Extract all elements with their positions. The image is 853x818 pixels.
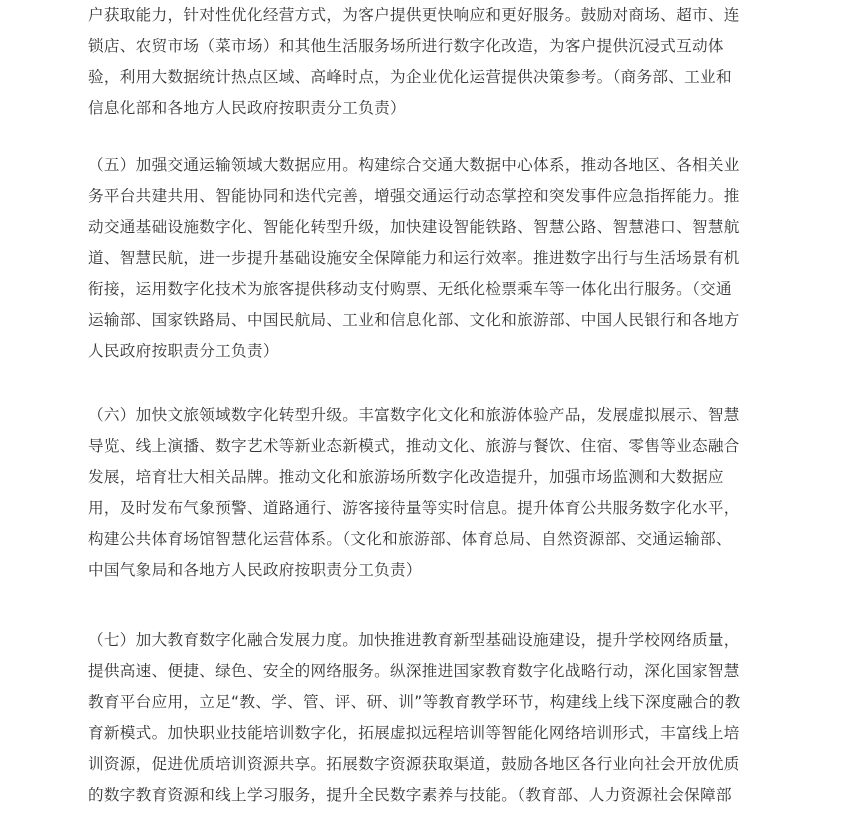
text-line: 用，及时发布气象预警、道路通行、游客接待量等实时信息。提升体育公共服务数字化水平， — [88, 499, 740, 517]
text-line: （七）加大教育数字化融合发展力度。加快推进教育新型基础设施建设，提升学校网络质量， — [88, 631, 740, 649]
text-line: 导览、线上演播、数字艺术等新业态新模式，推动文化、旅游与餐饮、住宿、零售等业态融合 — [88, 437, 740, 455]
text-line: （六）加快文旅领域数字化转型升级。丰富数字化文化和旅游体验产品，发展虚拟展示、智慧 — [88, 406, 740, 424]
text-line: 动交通基础设施数字化、智能化转型升级，加快建设智能铁路、智慧公路、智慧港口、智慧航 — [88, 218, 740, 236]
paragraph-transport — [88, 150, 778, 367]
text-line: 验，利用大数据统计热点区域、高峰时点，为企业优化运营提供决策参考。（商务部、工业和 — [88, 68, 732, 86]
paragraph-commerce-continuation — [88, 0, 778, 124]
paragraph-education — [88, 625, 778, 811]
text-line: 锁店、农贸市场（菜市场）和其他生活服务场所进行数字化改造，为客户提供沉浸式互动体 — [88, 37, 724, 55]
text-line: 道、智慧民航，进一步提升基础设施安全保障能力和运行效率。推进数字出行与生活场景有机 — [88, 249, 740, 267]
text-line: 衔接，运用数字化技术为旅客提供移动支付购票、无纸化检票乘车等一体化出行服务。（交通 — [88, 280, 732, 298]
text-line: 训资源，促进优质培训资源共享。拓展数字资源获取渠道，鼓励各地区各行业向社会开放优质 — [88, 755, 740, 773]
text-line: 中国气象局和各地方人民政府按职责分工负责） — [88, 561, 422, 579]
text-line: 信息化部和各地方人民政府按职责分工负责） — [88, 99, 406, 117]
text-line: 务平台共建共用、智能协同和迭代完善，增强交通运行动态掌控和突发事件应急指挥能力。推 — [88, 187, 740, 205]
text-line: （五）加强交通运输领域大数据应用。构建综合交通大数据中心体系，推动各地区、各相关业 — [88, 156, 740, 174]
text-line: 发展，培育壮大相关品牌。推动文化和旅游场所数字化改造提升，加强市场监测和大数据应 — [88, 468, 724, 486]
text-line: 提供高速、便捷、绿色、安全的网络服务。纵深推进国家教育数字化战略行动，深化国家智慧 — [88, 662, 740, 680]
text-line: 户获取能力，针对性优化经营方式，为客户提供更快响应和更好服务。鼓励对商场、超市、连 — [88, 6, 740, 24]
text-line: 教育平台应用，立足“教、学、管、评、研、训”等教育教学环节，构建线上线下深度融合的教 — [88, 693, 741, 711]
text-line: 育新模式。加快职业技能培训数字化，拓展虚拟远程培训等智能化网络培训形式，丰富线上培 — [88, 724, 740, 742]
text-line: 运输部、国家铁路局、中国民航局、工业和信息化部、文化和旅游部、中国人民银行和各地方 — [88, 311, 740, 329]
text-line: 人民政府按职责分工负责） — [88, 342, 279, 360]
text-line: 构建公共体育场馆智慧化运营体系。（文化和旅游部、体育总局、自然资源部、交通运输部、 — [88, 530, 732, 548]
paragraph-culture-tourism — [88, 400, 778, 586]
text-line: 的数字教育资源和线上学习服务，提升全民数字素养与技能。（教育部、人力资源社会保障部 — [88, 786, 732, 804]
